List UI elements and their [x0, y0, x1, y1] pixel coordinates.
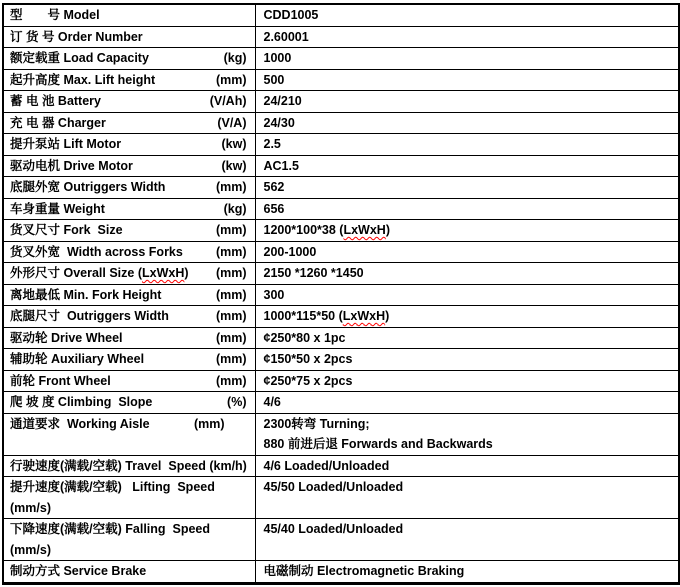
spec-value-cell [255, 241, 679, 263]
spec-label-text: 底腿外宽 Outriggers Width [10, 180, 166, 194]
spec-value-line [256, 91, 679, 112]
spec-value-cell [255, 4, 679, 26]
spec-value: 300 [263, 287, 285, 302]
spec-value: ¢150*50 x 2pcs [263, 352, 353, 366]
spec-label-cell [3, 284, 255, 306]
spec-label-cell [3, 327, 255, 349]
spec-value-line [256, 519, 679, 540]
table-row [3, 306, 679, 328]
spec-value: 45/40 Loaded/Unloaded [263, 522, 404, 536]
spec-unit: (mm) [215, 72, 247, 87]
spec-label-line [4, 134, 255, 155]
spec-unit: (%) [227, 395, 247, 409]
spec-value-text-post: ) [385, 309, 390, 323]
spec-label-text: 驱动电机 Drive Motor [10, 158, 133, 173]
table-row [3, 519, 679, 561]
spec-value: 2.5 [263, 137, 281, 151]
spec-label-cell [3, 155, 255, 177]
spec-value-cell [255, 284, 679, 306]
spec-label-text: 车身重量 Weight [10, 201, 105, 216]
spec-value-cell [255, 413, 679, 455]
spec-value: ¢250*75 x 2pcs [263, 373, 353, 388]
spec-unit: (mm) [215, 373, 247, 388]
spec-label [10, 134, 222, 155]
spec-label-cell [3, 349, 255, 371]
spec-label-line [4, 113, 255, 134]
spec-value-line [256, 242, 679, 263]
spec-label-text: 底腿尺寸 Outriggers Width [10, 309, 169, 323]
spec-label-text: 充 电 器 Charger [10, 115, 106, 130]
spec-label-cell [3, 455, 255, 477]
spec-value-line [256, 477, 679, 498]
spec-value-cell [255, 370, 679, 392]
spec-value: 1000*115*50 ( [263, 309, 343, 323]
spec-label-cell [3, 306, 255, 328]
spec-value: 4/6 [263, 395, 281, 409]
table-row [3, 134, 679, 156]
table-row [3, 91, 679, 113]
table-row [3, 349, 679, 371]
spec-value: 1000 [263, 51, 292, 65]
spec-value: 2150 *1260 *1450 [263, 266, 364, 280]
spec-value: 200-1000 [263, 244, 317, 259]
spec-label-line [4, 220, 255, 241]
spec-value-line [256, 113, 679, 134]
spec-label-cell [3, 241, 255, 263]
table-row [3, 455, 679, 477]
table-row [3, 112, 679, 134]
spec-value-cell [255, 220, 679, 242]
spec-value-misspelled-text: LxWxH [343, 223, 386, 237]
spec-value-cell [255, 91, 679, 113]
spec-label-text: 蓄 电 池 Battery [10, 94, 101, 108]
spec-label [10, 263, 216, 284]
spec-label-text: 提升泵站 Lift Motor [10, 137, 122, 151]
spec-label [10, 414, 194, 435]
spec-label [10, 371, 216, 392]
spec-value: 2.60001 [263, 29, 309, 44]
spec-label-text: 起升高度 Max. Lift height [10, 72, 156, 87]
spec-label-cell [3, 413, 255, 455]
spec-label [10, 70, 216, 91]
spec-label-line [4, 156, 255, 177]
spec-label [10, 306, 216, 327]
spec-label-line [4, 242, 255, 263]
spec-unit: (mm) [215, 244, 247, 259]
spec-value-line [256, 199, 679, 220]
spec-label-text: 通道要求 Working Aisle [10, 416, 150, 431]
spec-label-text-post: ) [184, 266, 189, 280]
spec-unit: (V/A) [217, 115, 247, 130]
spec-label-cell [3, 370, 255, 392]
spec-label-cell [3, 561, 255, 584]
spec-value: 24/30 [263, 115, 295, 130]
spec-value-line [256, 27, 679, 48]
spec-value-cell [255, 306, 679, 328]
spec-value-line [256, 134, 679, 155]
table-row [3, 370, 679, 392]
table-row [3, 477, 679, 519]
spec-value-cell [255, 327, 679, 349]
spec-label-text: 前轮 Front Wheel [10, 373, 111, 388]
spec-unit: (mm) [215, 266, 247, 280]
spec-label-cell [3, 177, 255, 199]
spec-value: CDD1005 [263, 8, 319, 22]
spec-label-line [4, 199, 255, 220]
spec-label [10, 349, 216, 370]
spec-label-cell [3, 4, 255, 26]
table-row [3, 561, 679, 584]
spec-value-cell [255, 477, 679, 519]
spec-unit: (mm) [215, 309, 247, 323]
spec-label [10, 5, 247, 26]
spec-value-cell [255, 155, 679, 177]
spec-value-line [256, 70, 679, 91]
spec-label-cell [3, 198, 255, 220]
table-row [3, 284, 679, 306]
spec-value-line [256, 177, 679, 198]
spec-label-cell [3, 69, 255, 91]
table-row [3, 26, 679, 48]
spec-value-cell [255, 455, 679, 477]
spec-unit: (V/Ah) [209, 94, 247, 108]
spec-label [10, 285, 216, 306]
spec-label-cell [3, 134, 255, 156]
spec-value-line [256, 5, 679, 26]
spec-label [10, 477, 247, 498]
spec-label [10, 27, 247, 48]
spec-unit: (mm) [215, 287, 247, 302]
spec-label [10, 91, 210, 112]
spec-value-line [256, 306, 679, 327]
spec-label-cell [3, 392, 255, 414]
spec-label-unit-line2: (mm/s) [10, 500, 51, 515]
spec-value: 1200*100*38 ( [263, 223, 344, 237]
spec-label-line [4, 48, 255, 69]
spec-value-line [256, 414, 679, 435]
spec-label-cell [3, 48, 255, 70]
table-row [3, 413, 679, 455]
spec-value-cell [255, 48, 679, 70]
spec-label-text: 货叉外宽 Width across Forks [10, 244, 183, 259]
table-row [3, 69, 679, 91]
spec-value-cell [255, 349, 679, 371]
spec-label-line [4, 456, 255, 477]
spec-label-text: 外形尺寸 Overall Size ( [10, 266, 142, 280]
spec-label-line [4, 91, 255, 112]
spec-value: 2300转弯 Turning; [263, 416, 370, 431]
spec-unit: (kw) [221, 158, 247, 173]
table-row [3, 48, 679, 70]
spec-value-line [256, 156, 679, 177]
spec-label-line [4, 285, 255, 306]
spec-unit: (mm) [215, 223, 247, 237]
table-row [3, 263, 679, 285]
spec-value-cell [255, 198, 679, 220]
spec-label-line [4, 70, 255, 91]
spec-label-text: 爬 坡 度 Climbing Slope [10, 395, 153, 409]
spec-label [10, 561, 247, 582]
spec-label [10, 156, 222, 177]
spec-label-text: 下降速度(满载/空载) Falling Speed [10, 522, 211, 536]
spec-value-line [256, 328, 679, 349]
spec-value: AC1.5 [263, 158, 299, 173]
spec-value-line [256, 371, 679, 392]
spec-label-text: 行驶速度(满载/空载) Travel Speed (km/h) [10, 458, 247, 473]
spec-label [10, 113, 217, 134]
spec-label-line [4, 371, 255, 392]
spec-unit: (mm) [193, 416, 225, 431]
table-row [3, 155, 679, 177]
spec-value-line [256, 349, 679, 370]
spec-label [10, 328, 216, 349]
spec-label-cell [3, 26, 255, 48]
spec-label-text: 型 号 Model [10, 8, 100, 22]
spec-value: 24/210 [263, 94, 302, 108]
spec-label-text: 额定载重 Load Capacity [10, 51, 149, 65]
spec-unit: (kg) [223, 51, 247, 65]
table-row [3, 198, 679, 220]
spec-label [10, 177, 216, 198]
spec-label [10, 519, 247, 540]
spec-label-unit-line2: (mm/s) [10, 542, 51, 557]
spec-label-cell [3, 91, 255, 113]
spec-label-line [4, 263, 255, 284]
spec-label-text: 辅助轮 Auxiliary Wheel [10, 352, 145, 366]
spec-value-misspelled-text: LxWxH [342, 309, 386, 323]
table-row [3, 327, 679, 349]
spec-label-line [4, 477, 255, 498]
spec-label [10, 220, 216, 241]
spec-value-cell [255, 112, 679, 134]
spec-value: 4/6 Loaded/Unloaded [263, 458, 390, 473]
spec-unit: (kw) [221, 137, 247, 151]
spec-label-cell [3, 263, 255, 285]
spec-label-line [4, 519, 255, 540]
spec-value-cell [255, 263, 679, 285]
spec-label-line [4, 328, 255, 349]
spec-unit: (mm) [215, 330, 247, 345]
spec-label-cell [3, 477, 255, 519]
spec-value-line [256, 561, 679, 582]
spec-label-line [4, 27, 255, 48]
spec-unit: (kg) [223, 201, 247, 216]
spec-label-line [4, 392, 255, 413]
table-row [3, 177, 679, 199]
spec-label-cell [3, 220, 255, 242]
spec-value-line [256, 285, 679, 306]
spec-label [10, 242, 216, 263]
spec-label-text: 订 货 号 Order Number [10, 29, 143, 44]
table-row [3, 220, 679, 242]
spec-label-line [4, 414, 255, 435]
spec-label [10, 456, 247, 477]
spec-unit: (mm) [215, 180, 247, 194]
spec-value: 656 [263, 201, 285, 216]
spec-label-line [4, 349, 255, 370]
spec-label [10, 392, 227, 413]
spec-value: 电磁制动 Electromagnetic Braking [263, 564, 465, 578]
spec-value: 562 [263, 180, 285, 194]
spec-label-cell [3, 112, 255, 134]
spec-value-line2: 880 前进后退 Forwards and Backwards [263, 437, 493, 451]
spec-label-text: 提升速度(满载/空载) Lifting Speed [10, 480, 215, 494]
spec-label-text: 驱动轮 Drive Wheel [10, 330, 123, 345]
spec-label-line [4, 5, 255, 26]
spec-value-text-post: ) [385, 223, 390, 237]
spec-value-line [256, 392, 679, 413]
spec-value: ¢250*80 x 1pc [263, 330, 346, 345]
spec-value: 500 [263, 72, 285, 87]
spec-value-cell [255, 561, 679, 584]
spec-table [2, 3, 680, 585]
spec-label-line [4, 177, 255, 198]
spec-value-cell [255, 519, 679, 561]
spec-label-text: 离地最低 Min. Fork Height [10, 287, 162, 302]
spec-label-text: 制动方式 Service Brake [10, 564, 147, 578]
table-row [3, 392, 679, 414]
table-row [3, 4, 679, 26]
spec-label-text: 货叉尺寸 Fork Size [10, 223, 123, 237]
spec-value-line [256, 456, 679, 477]
table-row [3, 241, 679, 263]
spec-value: 45/50 Loaded/Unloaded [263, 480, 404, 494]
spec-value-cell [255, 177, 679, 199]
spec-value-line [256, 220, 679, 241]
spec-table-body [3, 4, 679, 583]
spec-unit: (mm) [215, 352, 247, 366]
spec-label-misspelled-text: LxWxH [141, 266, 185, 280]
spec-value-line [256, 48, 679, 69]
spec-label-line [4, 306, 255, 327]
spec-label-cell [3, 519, 255, 561]
spec-value-line [256, 263, 679, 284]
spec-label-line [4, 561, 255, 582]
spec-label [10, 48, 224, 69]
spec-label [10, 199, 224, 220]
spec-value-cell [255, 26, 679, 48]
spec-value-cell [255, 134, 679, 156]
spec-value-cell [255, 392, 679, 414]
spec-value-cell [255, 69, 679, 91]
